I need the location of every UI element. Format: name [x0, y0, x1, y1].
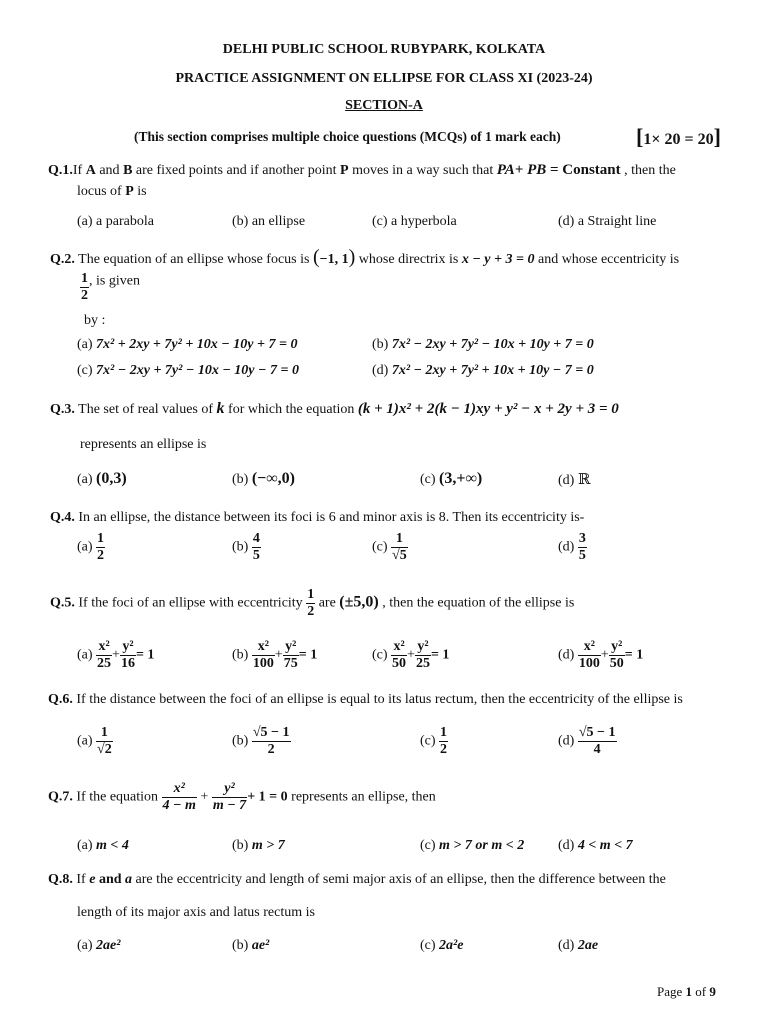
question-2: Q.2. The equation of an ellipse whose focus is (−1, 1) whose directrix is x − y + 3 = 0 and whose eccentricity is	[50, 246, 680, 268]
question-number: Q.7.	[48, 789, 73, 805]
q3-option-d: (d) ℝ	[558, 472, 591, 488]
q6-option-c: (c) $\frac{1}{2}$	[420, 725, 448, 757]
question-number: Q.3.	[50, 402, 75, 417]
q8-option-a: (a) 2ae²	[77, 938, 121, 953]
page-number: Page 1 of 9	[657, 984, 716, 999]
q2-option-c: (c) 7x² − 2xy + 7y² − 10x − 10y − 7 = 0	[77, 363, 299, 378]
q8-option-d: (d) 2ae	[558, 938, 599, 953]
assignment-title: PRACTICE ASSIGNMENT ON ELLIPSE FOR CLASS XI (2023-24)	[175, 71, 593, 86]
question-number: Q.4.	[50, 510, 75, 525]
question-number: Q.6.	[48, 692, 73, 707]
q5-option-b: (b) $\frac{\text{x²}}{100}$ + $\frac{\text{y²}}{75}$ = 1	[232, 639, 318, 671]
question-3-line2: represents an ellipse is	[80, 437, 207, 452]
q8-option-b: (b) ae²	[232, 938, 270, 953]
q1-option-c: (c) a hyperbola	[372, 214, 457, 229]
q7-option-c: (c) m > 7 or m < 2	[420, 838, 525, 853]
q1-option-b: (b) an ellipse	[232, 214, 306, 229]
school-name: DELHI PUBLIC SCHOOL RUBYPARK, KOLKATA	[222, 42, 546, 57]
q6-option-d: (d) $\frac{√5 - 1}{4}$	[558, 725, 616, 757]
question-6: Q.6. If the distance between the foci of an ellipse is equal to its latus rectum, then the eccentricity of the ellipse is	[48, 692, 683, 707]
question-number: Q.5.	[50, 595, 75, 611]
q4-option-d: (d) $\frac{3}{5}$	[558, 531, 586, 563]
q2-option-d: (d) 7x² − 2xy + 7y² + 10x + 10y − 7 = 0	[372, 363, 594, 378]
question-number: Q.1.	[48, 163, 73, 178]
question-8: Q.8. If e and a are the eccentricity and length of semi major axis of an ellipse, then the difference between the	[48, 872, 666, 887]
q4-option-c: (c) $\frac{1}{√5}$	[372, 531, 407, 563]
question-4: Q.4. In an ellipse, the distance between its foci is 6 and minor axis is 8. Then its eccentricity is-	[50, 510, 585, 525]
q1-option-a: (a) a parabola	[77, 214, 154, 229]
q6-option-a: (a) $\frac{1}{√2}$	[77, 725, 112, 757]
question-number: Q.2.	[50, 252, 75, 267]
q2-option-a: (a) 7x² + 2xy + 7y² + 10x − 10y + 7 = 0	[77, 337, 298, 352]
question-2-by: by :	[84, 313, 106, 328]
q4-option-a: (a) $\frac{1}{2}$	[77, 531, 105, 563]
q1-option-d: (d) a Straight line	[558, 214, 657, 229]
q5-option-c: (c) $\frac{\text{x²}}{50}$ + $\frac{\text{y²}}{25}$ = 1	[372, 639, 450, 671]
q3-option-b: (b) (−∞,0)	[232, 470, 296, 487]
question-number: Q.8.	[48, 872, 73, 887]
section-title: SECTION-A	[345, 98, 423, 113]
q5-option-d: (d) $\frac{\text{x²}}{100}$ + $\frac{\text{y²}}{50}$ = 1	[558, 639, 644, 671]
question-7: Q.7. If the equation $\frac{\text{x²}}{4 - m}$ + $\frac{\text{y²}}{m - 7}$ + 1 = 0 represents an ellipse, then	[48, 781, 436, 813]
question-2-line2: $\frac{1}{2}$ , is given	[81, 271, 140, 303]
marks-box: [1× 20 = 20]	[636, 124, 721, 149]
q8-option-c: (c) 2a²e	[420, 938, 464, 953]
question-3: Q.3. The set of real values of k for which the equation (k + 1)x² + 2(k − 1)xy + y² − x + 2y + 3 = 0	[50, 400, 619, 417]
q3-option-a: (a) (0,3)	[77, 470, 127, 487]
q6-option-b: (b) $\frac{√5 - 1}{2}$	[232, 725, 290, 757]
question-8-line2: length of its major axis and latus rectum is	[77, 905, 315, 920]
q3-option-c: (c) (3,+∞)	[420, 470, 483, 487]
q4-option-b: (b) $\frac{4}{5}$	[232, 531, 260, 563]
q7-option-a: (a) m < 4	[77, 838, 129, 853]
q7-option-d: (d) 4 < m < 7	[558, 838, 633, 853]
question-1: Q.1.If A and B are fixed points and if another point P moves in a way such that PA+ PB = Constant , then the	[48, 162, 676, 178]
q2-option-b: (b) 7x² − 2xy + 7y² − 10x + 10y + 7 = 0	[372, 337, 594, 352]
q5-option-a: (a) $\frac{\text{x²}}{25}$ + $\frac{\text{y²}}{16}$ = 1	[77, 639, 155, 671]
q7-option-b: (b) m > 7	[232, 838, 285, 853]
question-1-line2: locus of P is	[77, 184, 147, 199]
section-note: (This section comprises multiple choice questions (MCQs) of 1 mark each)	[134, 129, 561, 144]
question-5: Q.5. If the foci of an ellipse with eccentricity $\frac{1}{2}$ are (±5,0) , then the equation of the ellipse is	[50, 587, 575, 619]
